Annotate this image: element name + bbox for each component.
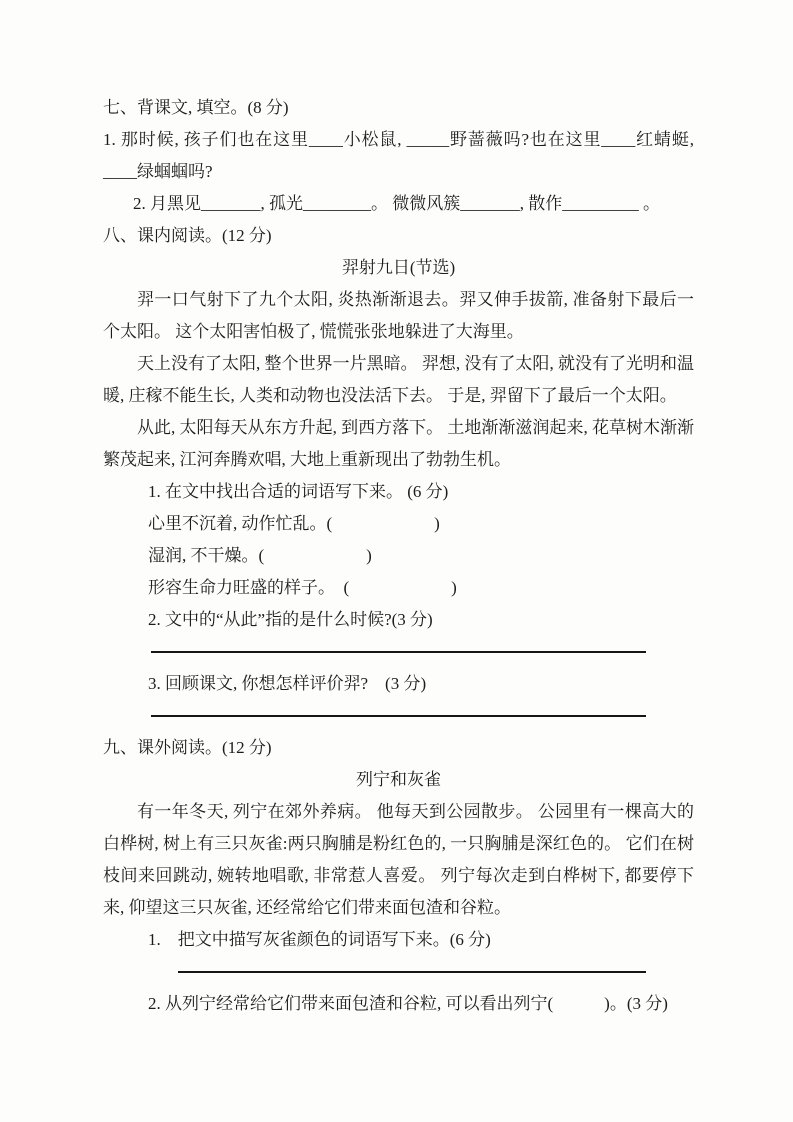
section8-paragraph-1: 羿一口气射下了九个太阳, 炎热渐渐退去。羿又伸手拔箭, 准备射下最后一个太阳。 这个太阳害怕极了, 慌慌张张地躲进了大海里。 bbox=[103, 290, 694, 341]
section8-question-3: 3. 回顾课文, 你想怎样评价羿? (3 分) bbox=[148, 674, 427, 693]
section8-question-1: 1. 在文中找出合适的词语写下来。 (6 分) bbox=[148, 482, 449, 501]
section9-passage-title: 列宁和灰雀 bbox=[356, 770, 441, 789]
section8-q3-answer-line bbox=[151, 700, 646, 717]
section8-q1-item-2: 湿润, 不干燥。( ) bbox=[148, 546, 372, 565]
section8-passage-title: 羿射九日(节选) bbox=[341, 258, 456, 277]
exam-content bbox=[103, 92, 694, 1020]
section9-q1-answer-line bbox=[178, 956, 646, 973]
section8-q1-item-3: 形容生命力旺盛的样子。 ( ) bbox=[148, 578, 457, 597]
section7-heading: 七、背课文, 填空。(8 分) bbox=[103, 98, 289, 117]
section9-question-1: 1. 把文中描写灰雀颜色的词语写下来。(6 分) bbox=[148, 930, 491, 949]
section8-paragraph-3: 从此, 太阳每天从东方升起, 到西方落下。 土地渐渐滋润起来, 花草树木渐渐繁茂起来, 江河奔腾欢唱, 大地上重新现出了勃勃生机。 bbox=[103, 418, 694, 469]
section8-q1-item-1: 心里不沉着, 动作忙乱。( ) bbox=[148, 514, 440, 533]
section9-paragraph-1: 有一年冬天, 列宁在郊外养病。 他每天到公园散步。 公园里有一棵高大的白桦树, 树上有三只灰雀:两只胸脯是粉红色的, 一只胸脯是深红色的。 它们在树枝间来回跳动, 婉转地唱歌, 非常惹人喜爱。 列宁每次走到白桦树下, 都要停下来, 仰望这三只灰雀, 还经常给它们带来面包渣和谷粒。 bbox=[103, 802, 694, 917]
section7-question-1: 1. 那时候, 孩子们也在这里____小松鼠, _____野蔷薇吗?也在这里____红蜻蜓, ____绿蝈蝈吗? bbox=[103, 130, 694, 181]
section9-heading: 九、课外阅读。(12 分) bbox=[103, 738, 272, 757]
section8-q2-answer-line bbox=[151, 636, 646, 653]
section7-question-2: 2. 月黑见_______, 孤光________。 微微风簇_______, 散作_________ 。 bbox=[133, 194, 660, 213]
section8-question-2: 2. 文中的“从此”指的是什么时候?(3 分) bbox=[148, 610, 433, 629]
section8-heading: 八、课内阅读。(12 分) bbox=[103, 226, 272, 245]
section9-question-2: 2. 从列宁经常给它们带来面包渣和谷粒, 可以看出列宁( )。(3 分) bbox=[148, 994, 668, 1013]
section8-paragraph-2: 天上没有了太阳, 整个世界一片黑暗。 羿想, 没有了太阳, 就没有了光明和温暖, 庄稼不能生长, 人类和动物也没法活下去。 于是, 羿留下了最后一个太阳。 bbox=[103, 354, 694, 405]
